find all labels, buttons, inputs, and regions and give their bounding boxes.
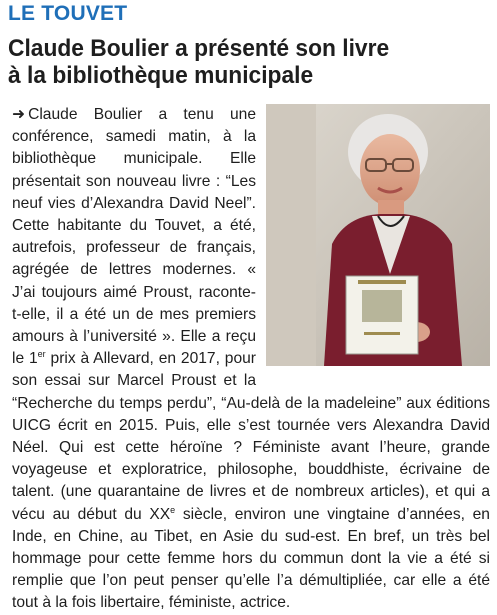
- body-paragraph-1: Claude Boulier a tenu une conférence, samedi matin, à la bibliothèque municipale. Elle présentait son nouveau livre : “Les neuf vies d’Alexandra David Neel”. Cette habitante du Touvet, a été, autrefois, professeur de français, agrégée de lettres modernes. « J’ai toujours aimé Proust, raconte-t-elle, il a été un de mes premiers amours à l’université ». Elle a reçu le 1: [12, 106, 256, 368]
- lead-arrow-icon: ➜: [12, 106, 26, 123]
- author-photo: [266, 104, 490, 366]
- article-headline: [8, 35, 459, 89]
- ordinal-superscript-1: er: [37, 349, 46, 360]
- headline-line-2: à la bibliothèque municipale: [8, 62, 314, 89]
- ordinal-superscript-2: e: [170, 504, 176, 515]
- section-kicker: LE TOUVET: [8, 2, 128, 25]
- body-paragraph-3: siècle, environ une vingtaine d’années, en Inde, en Chine, au Tibet, en Asie du sud-est. En bref, un très bel hommage pour cette femme hors du commun dont la vie a été si remplie que l’on peut penser qu’elle l’a démultipliée, car elle a été tout à la fois libertaire, féministe, actrice.: [12, 505, 490, 612]
- article-body: [12, 104, 490, 615]
- portrait-photo-icon: [266, 104, 490, 366]
- headline-line-1: Claude Boulier a présenté son livre: [8, 35, 390, 62]
- body-paragraph-2: prix à Allevard, en 2017, pour son essai sur Marcel Proust et la “Recherche du temps perdu”, “Au-delà de la madeleine” aux éditions UICG écrit en 2015. Puis, elle s’est tournée vers Alexandra David Néel. Qui est cette héroïne ? Féministe avant l’heure, grande voyageuse et exploratrice, philosophe, bouddhiste, écrivaine de talent. (une quarantaine de livres et de nombreux articles), et qui a vécu au début du XX: [12, 350, 490, 523]
